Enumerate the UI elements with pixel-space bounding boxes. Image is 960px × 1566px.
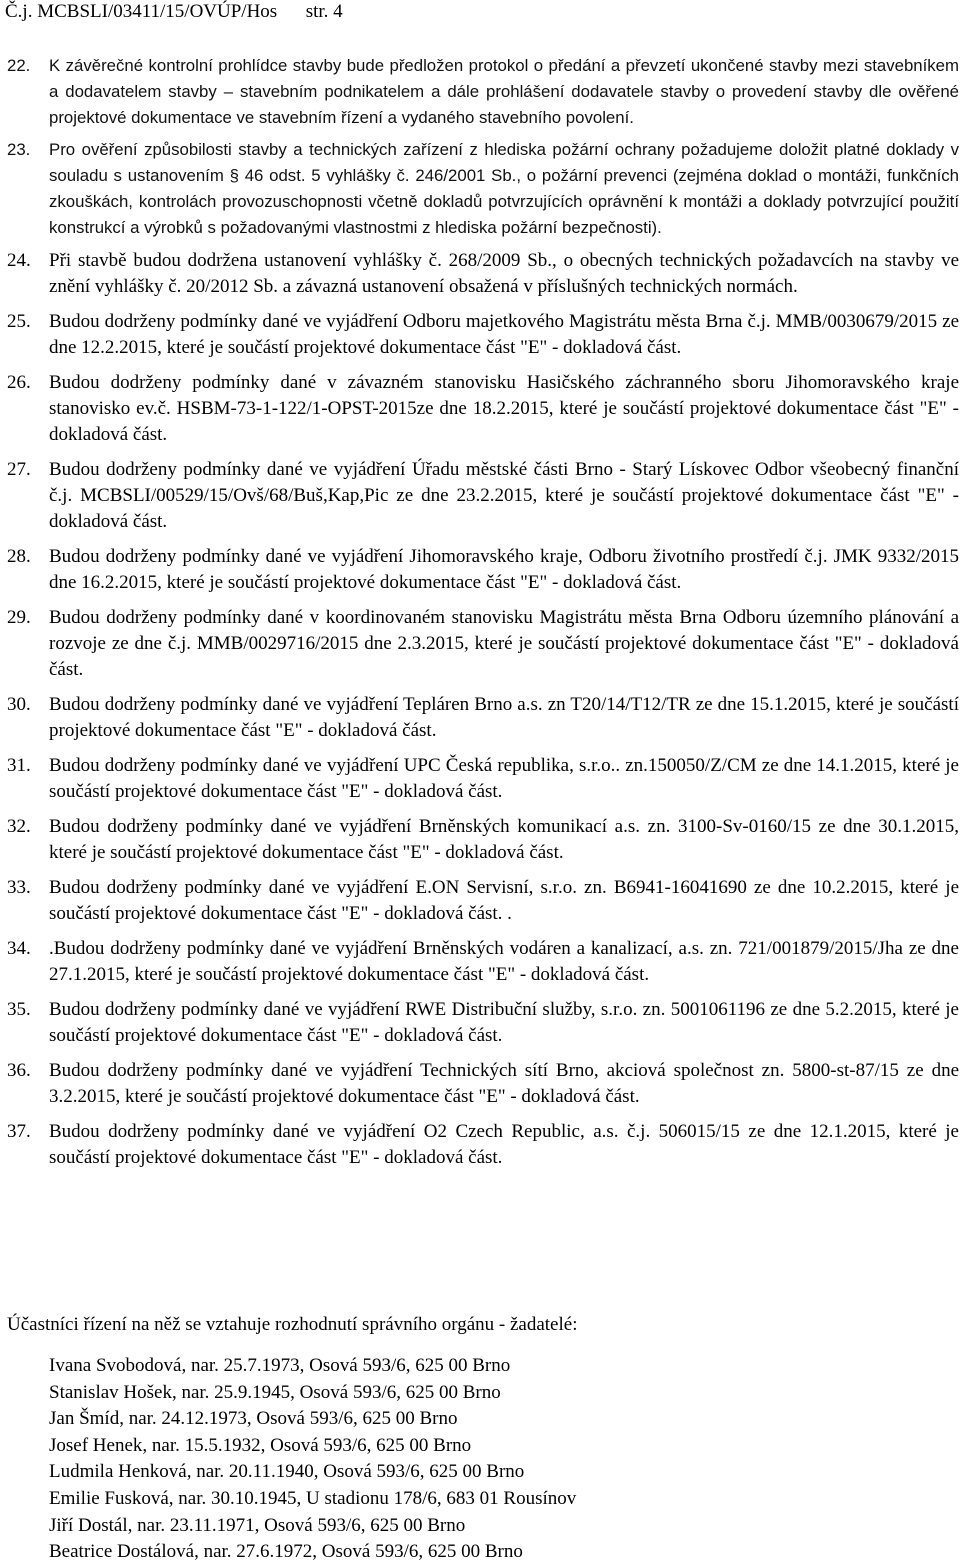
condition-number: 29.: [7, 607, 31, 628]
condition-text: Budou dodrženy podmínky dané ve vyjádření Tepláren Brno a.s. zn T20/14/T12/TR ze dne 15.1.2015, které je součástí projektové dokumentace část "E" - dokladová část.: [49, 694, 959, 741]
condition-number: 22.: [7, 56, 31, 75]
condition-item: [7, 875, 959, 927]
condition-text: Budou dodrženy podmínky dané v koordinovaném stanovisku Magistrátu města Brna Odboru územního plánování a rozvoje ze dne č.j. MMB/0029716/2015 dne 2.3.2015, které je součástí projektové dokumentace část "E" - dokladová část.: [49, 607, 959, 680]
condition-number: 37.: [7, 1121, 31, 1142]
applicant-entry: Ludmila Henková, nar. 20.11.1940, Osová 593/6, 625 00 Brno: [49, 1461, 525, 1483]
condition-number: 28.: [7, 546, 31, 567]
condition-item: [7, 997, 959, 1049]
condition-number: 31.: [7, 755, 31, 776]
condition-item: [7, 814, 959, 866]
condition-text: .Budou dodrženy podmínky dané ve vyjádření Brněnských vodáren a kanalizací, a.s. zn. 721/001879/2015/Jha ze dne 27.1.2015, které je součástí projektové dokumentace část "E" - dokladová část.: [49, 938, 959, 985]
applicant-entry: Beatrice Dostálová, nar. 27.6.1972, Osová 593/6, 625 00 Brno: [49, 1541, 523, 1563]
condition-text: K závěrečné kontrolní prohlídce stavby bude předložen protokol o předání a převzetí ukončené stavby mezi stavebníkem a dodavatelem stavby – stavebním podnikatelem a dále prohlášení dodavatele stavby o provedení stavby dle ověřené projektové dokumentace ve stavebním řízení a vydaného stavebního povolení.: [49, 56, 959, 127]
reference-number: Č.j. MCBSLI/03411/15/OVÚP/Hos: [5, 1, 278, 22]
parties-section: [7, 1312, 957, 1566]
condition-number: 26.: [7, 372, 31, 393]
page-header: [5, 1, 343, 23]
condition-number: 32.: [7, 816, 31, 837]
condition-item: [7, 309, 959, 361]
condition-text: Budou dodrženy podmínky dané ve vyjádření Úřadu městské části Brno - Starý Lískovec Odbor všeobecný finanční č.j. MCBSLI/00529/15/Ovš/68/Buš,Kap,Pic ze dne 23.2.2015, které je součástí projektové dokumentace část "E" - dokladová část.: [49, 459, 959, 532]
condition-text: Budou dodrženy podmínky dané ve vyjádření UPC Česká republika, s.r.o.. zn.150050/Z/CM ze dne 14.1.2015, které je součástí projektové dokumentace část "E" - dokladová část.: [49, 755, 959, 802]
condition-number: 27.: [7, 459, 31, 480]
page-number: str. 4: [305, 1, 343, 22]
condition-item: [7, 248, 959, 300]
condition-item: [7, 53, 959, 131]
condition-text: Budou dodrženy podmínky dané ve vyjádření Odboru majetkového Magistrátu města Brna č.j. MMB/0030679/2015 ze dne 12.2.2015, které je součástí projektové dokumentace část "E" - dokladová část.: [49, 311, 959, 358]
conditions-list: [7, 53, 959, 1171]
condition-item: [7, 936, 959, 988]
condition-number: 25.: [7, 311, 31, 332]
condition-item: [7, 1119, 959, 1171]
condition-number: 33.: [7, 877, 31, 898]
condition-text: Pro ověření způsobilosti stavby a technických zařízení z hlediska požární ochrany požadujeme doložit platné doklady v souladu s ustanovením § 46 odst. 5 vyhlášky č. 246/2001 Sb., o požární prevenci (zejména doklad o montáži, funkčních zkouškách, kontrolách provozuschopnosti včetně dokladů potvrzujících oprávnění k montáži a doklady potvrzující použití konstrukcí a výrobků s požadovanými vlastnostmi z hlediska požární bezpečnosti).: [49, 140, 959, 237]
applicant-entry: Jan Šmíd, nar. 24.12.1973, Osová 593/6, 625 00 Brno: [49, 1408, 458, 1430]
condition-item: [7, 1058, 959, 1110]
applicant-entry: Josef Henek, nar. 15.5.1932, Osová 593/6, 625 00 Brno: [49, 1434, 472, 1456]
condition-number: 34.: [7, 938, 31, 959]
condition-item: [7, 692, 959, 744]
condition-text: Budou dodrženy podmínky dané ve vyjádření Jihomoravského kraje, Odboru životního prostředí č.j. JMK 9332/2015 dne 16.2.2015, které je součástí projektové dokumentace část "E" - dokladová část.: [49, 546, 959, 593]
condition-number: 23.: [7, 140, 31, 159]
applicant-entry: Jiří Dostál, nar. 23.11.1971, Osová 593/6, 625 00 Brno: [49, 1514, 466, 1536]
condition-text: Budou dodrženy podmínky dané ve vyjádření E.ON Servisní, s.r.o. zn. B6941-16041690 ze dne 10.2.2015, které je součástí projektové dokumentace část "E" - dokladová část. .: [49, 877, 959, 924]
condition-item: [7, 370, 959, 448]
applicant-entry: Ivana Svobodová, nar. 25.7.1973, Osová 593/6, 625 00 Brno: [49, 1355, 511, 1376]
condition-item: [7, 605, 959, 683]
condition-item: [7, 457, 959, 535]
condition-text: Budou dodrženy podmínky dané ve vyjádření RWE Distribuční služby, s.r.o. zn. 5001061196 ze dne 5.2.2015, které je součástí projektové dokumentace část "E" - dokladová část.: [49, 999, 959, 1046]
condition-number: 35.: [7, 999, 31, 1020]
condition-item: [7, 753, 959, 805]
condition-number: 24.: [7, 250, 31, 271]
parties-heading: Účastníci řízení na něž se vztahuje rozhodnutí správního orgánu - žadatelé:: [7, 1314, 578, 1335]
condition-number: 30.: [7, 694, 31, 715]
condition-text: Při stavbě budou dodržena ustanovení vyhlášky č. 268/2009 Sb., o obecných technických požadavcích na stavby ve znění vyhlášky č. 20/2012 Sb. a závazná ustanovení obsažená v příslušných technických normách.: [49, 250, 959, 297]
condition-text: Budou dodrženy podmínky dané ve vyjádření Technických sítí Brno, akciová společnost zn. 5800-st-87/15 ze dne 3.2.2015, které je součástí projektové dokumentace část "E" - dokladová část.: [49, 1060, 959, 1107]
condition-text: Budou dodrženy podmínky dané ve vyjádření O2 Czech Republic, a.s. č.j. 506015/15 ze dne 12.1.2015, které je součástí projektové dokumentace část "E" - dokladová část.: [49, 1121, 959, 1168]
applicant-entry: Stanislav Hošek, nar. 25.9.1945, Osová 593/6, 625 00 Brno: [49, 1381, 501, 1403]
applicants-list: [49, 1353, 957, 1566]
condition-text: Budou dodrženy podmínky dané v závazném stanovisku Hasičského záchranného sboru Jihomoravského kraje stanovisko ev.č. HSBM-73-1-122/1-OPST-2015ze dne 18.2.2015, které je součástí projektové dokumentace část "E" - dokladová část.: [49, 372, 959, 445]
condition-item: [7, 137, 959, 241]
condition-text: Budou dodrženy podmínky dané ve vyjádření Brněnských komunikací a.s. zn. 3100-Sv-0160/15 ze dne 30.1.2015, které je součástí projektové dokumentace část "E" - dokladová část.: [49, 816, 959, 863]
condition-number: 36.: [7, 1060, 31, 1081]
applicant-entry: Emilie Fusková, nar. 30.10.1945, U stadionu 178/6, 683 01 Rousínov: [49, 1487, 577, 1509]
condition-item: [7, 544, 959, 596]
